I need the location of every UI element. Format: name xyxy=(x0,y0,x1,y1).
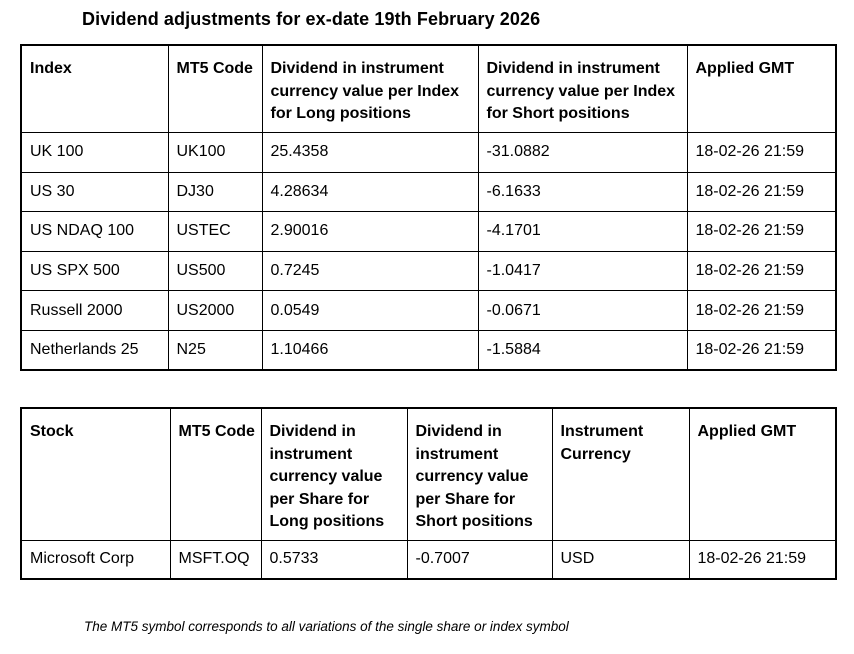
header-applied-gmt: Applied GMT xyxy=(687,45,836,133)
cell-short-dividend: -0.0671 xyxy=(478,291,687,331)
cell-mt5-code: DJ30 xyxy=(168,172,262,212)
table-row xyxy=(21,330,836,370)
header-short-dividend: Dividend in instrument currency value per Share for Short positions xyxy=(407,408,552,541)
cell-short-dividend: -0.7007 xyxy=(407,541,552,579)
header-mt5-code: MT5 Code xyxy=(168,45,262,133)
cell-short-dividend: -31.0882 xyxy=(478,133,687,173)
header-long-dividend: Dividend in instrument currency value per Share for Long positions xyxy=(261,408,407,541)
stock-dividend-table xyxy=(20,407,837,580)
cell-index: UK 100 xyxy=(21,133,168,173)
table-row xyxy=(21,212,836,252)
cell-index: Russell 2000 xyxy=(21,291,168,331)
cell-applied-gmt: 18-02-26 21:59 xyxy=(689,541,836,579)
table-header-row xyxy=(21,45,836,133)
index-dividend-table xyxy=(20,44,837,371)
cell-index: US SPX 500 xyxy=(21,251,168,291)
cell-short-dividend: -6.1633 xyxy=(478,172,687,212)
table-row xyxy=(21,133,836,173)
cell-instrument-currency: USD xyxy=(552,541,689,579)
header-stock: Stock xyxy=(21,408,170,541)
table-row xyxy=(21,291,836,331)
header-index: Index xyxy=(21,45,168,133)
cell-mt5-code: USTEC xyxy=(168,212,262,252)
header-applied-gmt: Applied GMT xyxy=(689,408,836,541)
header-instrument-currency: Instrument Currency xyxy=(552,408,689,541)
cell-mt5-code: UK100 xyxy=(168,133,262,173)
cell-applied-gmt: 18-02-26 21:59 xyxy=(687,251,836,291)
table-row xyxy=(21,251,836,291)
table-row xyxy=(21,541,836,579)
cell-short-dividend: -1.5884 xyxy=(478,330,687,370)
cell-long-dividend: 0.0549 xyxy=(262,291,478,331)
table-row xyxy=(21,172,836,212)
cell-index: US 30 xyxy=(21,172,168,212)
cell-long-dividend: 4.28634 xyxy=(262,172,478,212)
cell-long-dividend: 1.10466 xyxy=(262,330,478,370)
cell-long-dividend: 2.90016 xyxy=(262,212,478,252)
cell-applied-gmt: 18-02-26 21:59 xyxy=(687,291,836,331)
cell-long-dividend: 0.7245 xyxy=(262,251,478,291)
cell-long-dividend: 0.5733 xyxy=(261,541,407,579)
cell-applied-gmt: 18-02-26 21:59 xyxy=(687,172,836,212)
cell-stock: Microsoft Corp xyxy=(21,541,170,579)
cell-applied-gmt: 18-02-26 21:59 xyxy=(687,330,836,370)
cell-mt5-code: US2000 xyxy=(168,291,262,331)
cell-index: US NDAQ 100 xyxy=(21,212,168,252)
cell-applied-gmt: 18-02-26 21:59 xyxy=(687,212,836,252)
page-title: Dividend adjustments for ex-date 19th February 2026 xyxy=(82,9,541,29)
header-mt5-code: MT5 Code xyxy=(170,408,261,541)
cell-index: Netherlands 25 xyxy=(21,330,168,370)
table-header-row xyxy=(21,408,836,541)
cell-short-dividend: -1.0417 xyxy=(478,251,687,291)
header-short-dividend: Dividend in instrument currency value per Index for Short positions xyxy=(478,45,687,133)
footnote: The MT5 symbol corresponds to all variations of the single share or index symbol xyxy=(84,619,569,634)
cell-mt5-code: MSFT.OQ xyxy=(170,541,261,579)
cell-mt5-code: N25 xyxy=(168,330,262,370)
cell-applied-gmt: 18-02-26 21:59 xyxy=(687,133,836,173)
cell-long-dividend: 25.4358 xyxy=(262,133,478,173)
header-long-dividend: Dividend in instrument currency value per Index for Long positions xyxy=(262,45,478,133)
cell-short-dividend: -4.1701 xyxy=(478,212,687,252)
cell-mt5-code: US500 xyxy=(168,251,262,291)
